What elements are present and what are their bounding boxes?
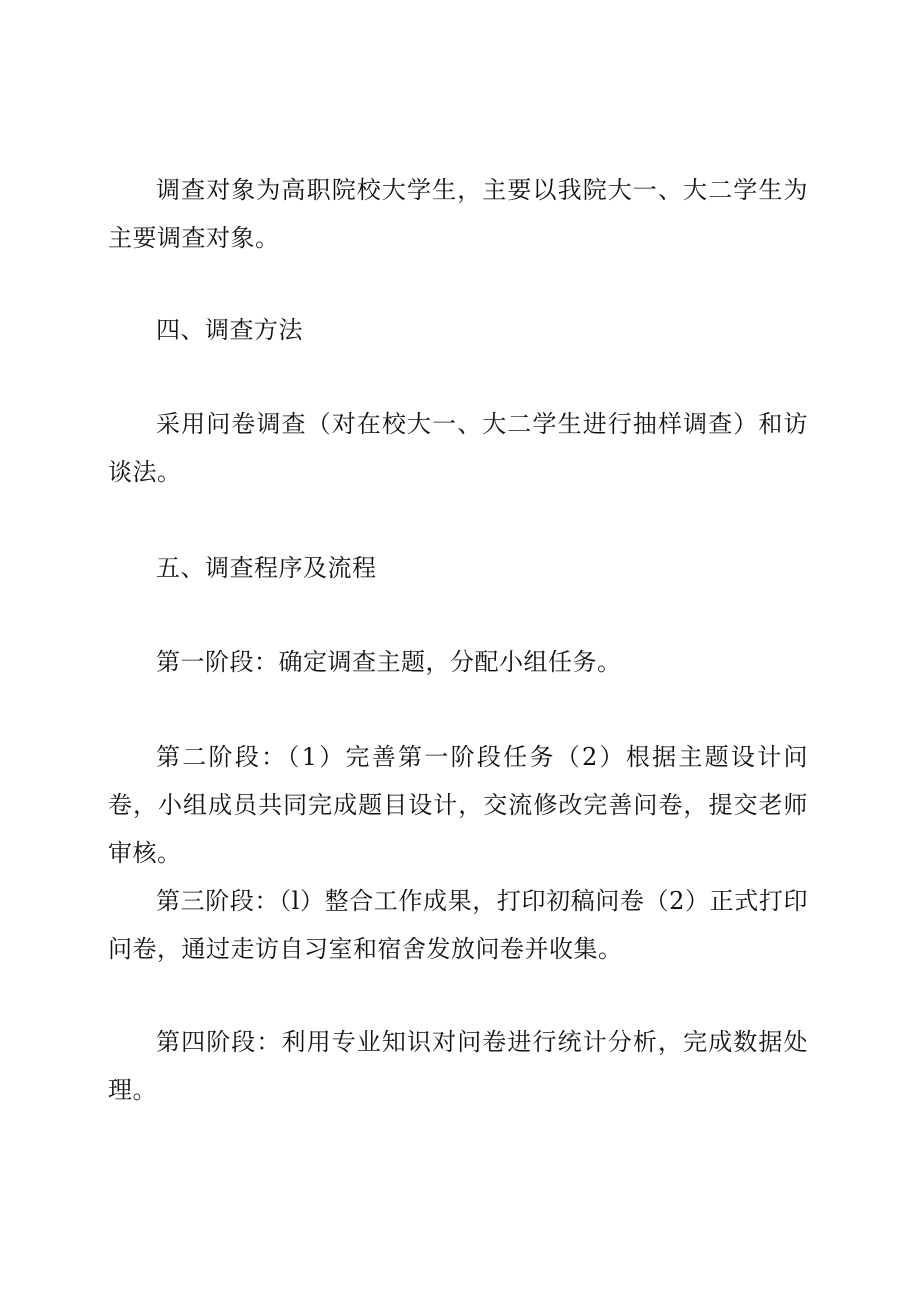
paragraph-stage-two: 第二阶段：（1）完善第一阶段任务（2）根据主题设计问卷，小组成员共同完成题目设计，交流修改完善问卷，提交老师审核。 <box>108 743 808 867</box>
heading-survey-procedure: 五、调查程序及流程 <box>156 554 377 582</box>
paragraph-survey-subjects: 调查对象为高职院校大学生，主要以我院大一、大二学生为主要调查对象。 <box>108 176 808 252</box>
paragraph-stage-one: 第一阶段：确定调查主题，分配小组任务。 <box>156 648 622 676</box>
heading-survey-method: 四、调查方法 <box>156 316 303 344</box>
paragraph-stage-four: 第四阶段：利用专业知识对问卷进行统计分析，完成数据处理。 <box>108 1028 808 1104</box>
paragraph-survey-method: 采用问卷调查（对在校大一、大二学生进行抽样调查）和访谈法。 <box>108 410 808 486</box>
paragraph-stage-three: 第三阶段：（l）整合工作成果，打印初稿问卷（2）正式打印问卷，通过走访自习室和宿舍发放问卷并收集。 <box>108 887 808 963</box>
